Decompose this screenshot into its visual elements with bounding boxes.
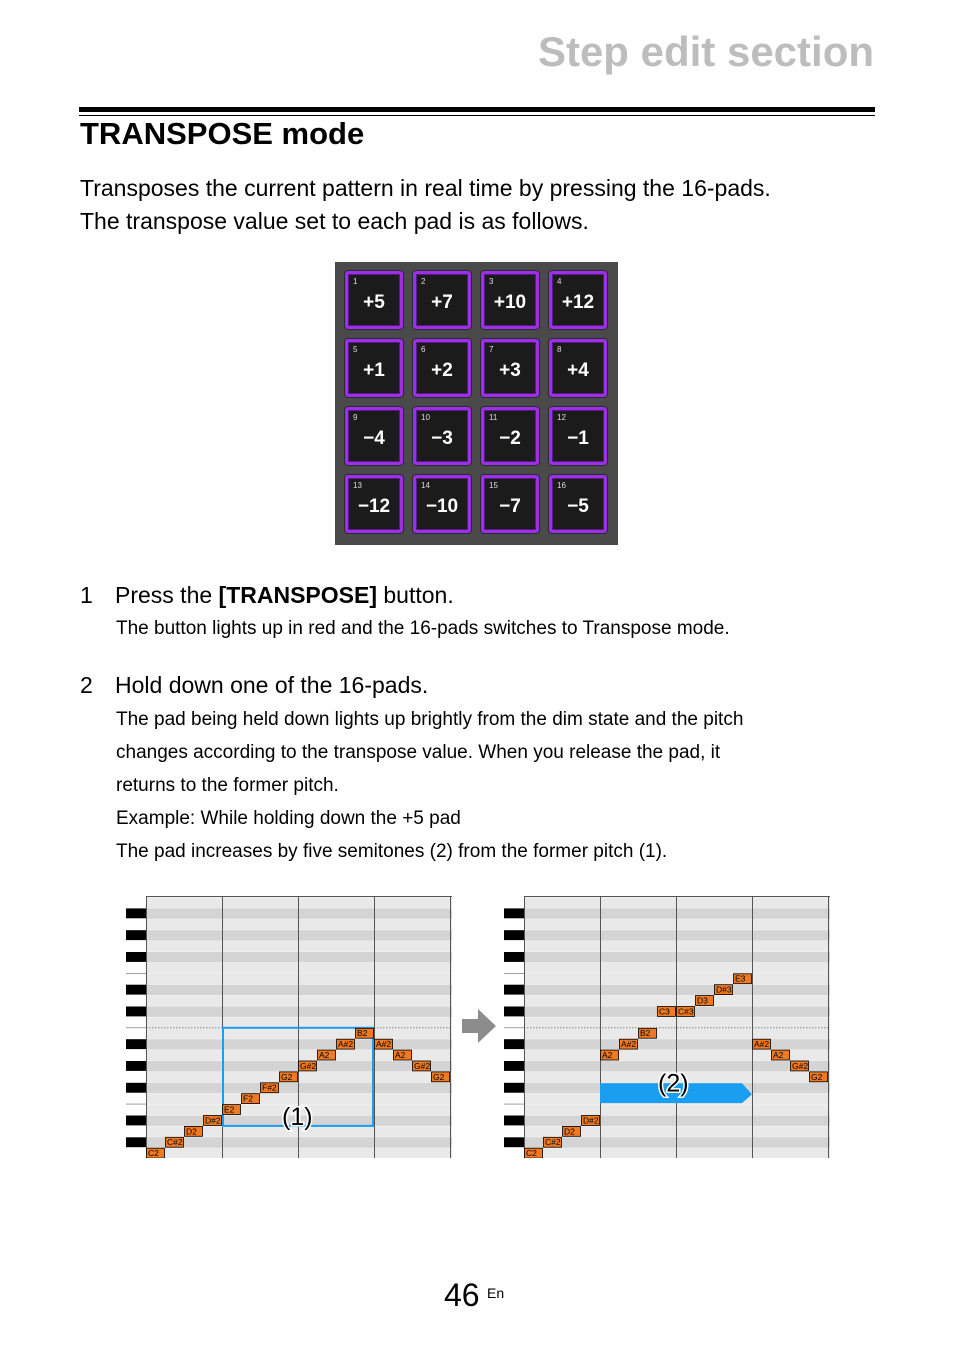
intro-line: Transposes the current pattern in real time by pressing the 16-pads.	[80, 175, 771, 201]
black-key	[126, 985, 146, 995]
step-line: Example: While holding down the +5 pad	[116, 808, 461, 829]
transpose-pad[interactable]	[345, 339, 403, 397]
note-label: G2	[811, 1071, 823, 1082]
pad-transpose-value: +3	[499, 360, 521, 381]
transpose-pad[interactable]	[413, 407, 471, 465]
note-label: C#2	[167, 1137, 183, 1148]
pad-transpose-value: −3	[431, 428, 453, 449]
transpose-pad[interactable]	[481, 339, 539, 397]
note-label: E2	[224, 1104, 235, 1115]
step-heading-suffix: button.	[377, 582, 454, 608]
transpose-pad[interactable]	[413, 475, 471, 533]
note-label: G2	[281, 1071, 293, 1082]
pad-number: 14	[421, 481, 430, 490]
callout-label: (1)	[282, 1102, 313, 1131]
pad-number: 9	[353, 413, 358, 422]
note-label: A2	[395, 1050, 406, 1060]
black-key	[126, 1039, 146, 1049]
pad-number: 3	[489, 277, 494, 286]
transpose-button-label: [TRANSPOSE]	[218, 582, 377, 608]
transpose-pad[interactable]	[345, 475, 403, 533]
black-key	[504, 1039, 524, 1049]
note-label: C#2	[545, 1137, 561, 1148]
black-key	[126, 930, 146, 940]
note-label: E3	[735, 973, 746, 984]
black-key	[126, 952, 146, 962]
note-label: F#2	[262, 1082, 277, 1093]
note-label: D#2	[205, 1115, 221, 1126]
page-number: 46	[444, 1277, 480, 1313]
mode-title: TRANSPOSE mode	[80, 116, 365, 151]
note-label: G#2	[300, 1060, 317, 1071]
transition-arrow-icon	[460, 1007, 498, 1050]
pad-transpose-value: +2	[431, 360, 453, 381]
black-key	[504, 952, 524, 962]
transpose-pad[interactable]	[345, 271, 403, 329]
transpose-pad[interactable]	[549, 271, 607, 329]
pad-transpose-value: −7	[499, 496, 521, 517]
note-label: A#2	[338, 1039, 354, 1050]
pad-transpose-value: +7	[431, 292, 453, 313]
step-heading-prefix: Press the	[115, 582, 219, 608]
black-key	[504, 1061, 524, 1071]
note-label: F2	[243, 1093, 253, 1104]
black-key	[126, 1083, 146, 1093]
section-title: Step edit section	[537, 28, 874, 75]
step-1-text	[116, 612, 730, 645]
pad-number: 12	[557, 413, 566, 422]
piano-roll-before	[126, 896, 452, 1158]
intro-paragraph	[80, 172, 771, 238]
note-label: G2	[433, 1071, 445, 1082]
pad-transpose-value: −5	[567, 496, 589, 517]
pad-transpose-value: −1	[567, 428, 589, 449]
pad-transpose-value: −2	[499, 428, 521, 449]
step-heading-text: Hold down one of the 16-pads.	[115, 672, 429, 698]
pad-number: 15	[489, 481, 498, 490]
note-label: D2	[564, 1126, 575, 1137]
note-label: C2	[148, 1148, 159, 1158]
black-key	[126, 908, 146, 918]
step-1-heading	[80, 582, 454, 609]
pad-transpose-value: +5	[363, 292, 385, 313]
intro-line: The transpose value set to each pad is as follows.	[80, 208, 589, 234]
piano-roll-after	[504, 896, 830, 1158]
step-number: 2	[80, 672, 93, 698]
note-label: D#3	[716, 984, 732, 995]
note-label: B2	[640, 1028, 651, 1039]
pad-number: 11	[489, 413, 498, 422]
note-label: C#3	[678, 1006, 694, 1017]
transpose-pad[interactable]	[549, 407, 607, 465]
note-label: A#2	[621, 1039, 637, 1050]
black-key	[504, 1137, 524, 1147]
pad-transpose-value: +10	[493, 292, 527, 313]
pad-grid	[335, 262, 618, 545]
transpose-pad[interactable]	[481, 271, 539, 329]
transpose-pad[interactable]	[481, 475, 539, 533]
transpose-pad[interactable]	[413, 339, 471, 397]
step-number: 1	[80, 582, 93, 608]
transpose-pad[interactable]	[481, 407, 539, 465]
black-key	[126, 1007, 146, 1017]
black-key	[504, 1116, 524, 1126]
black-key	[504, 930, 524, 940]
pad-number: 10	[421, 413, 430, 422]
note-label: G#2	[792, 1060, 809, 1071]
title-rule-thick	[79, 107, 875, 112]
pad-number: 5	[353, 345, 358, 354]
note-label: C2	[526, 1148, 537, 1158]
pad-number: 6	[421, 345, 426, 354]
black-key	[504, 985, 524, 995]
step-2-heading	[80, 672, 428, 699]
pad-number: 13	[353, 481, 362, 490]
pad-transpose-value: −4	[363, 428, 385, 449]
pad-transpose-value: +4	[567, 360, 589, 381]
pad-number: 7	[489, 345, 494, 354]
black-key	[504, 1007, 524, 1017]
page-language: En	[487, 1285, 505, 1301]
transpose-pad[interactable]	[413, 271, 471, 329]
black-key	[504, 1083, 524, 1093]
note-label: A2	[773, 1050, 784, 1060]
step-line: returns to the former pitch.	[116, 775, 339, 796]
step-line: The pad being held down lights up brightly from the dim state and the pitch	[116, 709, 744, 730]
black-key	[126, 1116, 146, 1126]
black-key	[504, 908, 524, 918]
transpose-pad[interactable]	[345, 407, 403, 465]
pad-number: 1	[353, 277, 358, 286]
step-line: The pad increases by five semitones (2) from the former pitch (1).	[116, 841, 668, 862]
pad-transpose-value: −10	[425, 496, 459, 517]
callout-label: (2)	[658, 1069, 689, 1098]
note-label: G#2	[414, 1060, 431, 1071]
note-label: A#2	[376, 1039, 392, 1050]
pad-number: 4	[557, 277, 562, 286]
pad-transpose-value: +1	[363, 360, 385, 381]
pad-transpose-value: +12	[561, 292, 595, 313]
black-key	[126, 1137, 146, 1147]
step-line: changes according to the transpose value. When you release the pad, it	[116, 742, 721, 763]
step-line: The button lights up in red and the 16-pads switches to Transpose mode.	[116, 618, 730, 639]
note-label: A2	[319, 1050, 330, 1060]
transpose-pad[interactable]	[549, 339, 607, 397]
note-label: B2	[357, 1028, 368, 1039]
pad-number: 16	[557, 481, 566, 490]
transpose-pad[interactable]	[549, 475, 607, 533]
note-label: C3	[659, 1006, 670, 1017]
black-key	[126, 1061, 146, 1071]
note-label: D#2	[583, 1115, 599, 1126]
note-label: D3	[697, 995, 708, 1006]
note-label: D2	[186, 1126, 197, 1137]
pad-transpose-value: −12	[357, 496, 391, 517]
step-2-text	[116, 703, 743, 868]
note-label: A2	[602, 1050, 613, 1060]
note-label: A#2	[754, 1039, 770, 1050]
pad-number: 2	[421, 277, 426, 286]
pad-number: 8	[557, 345, 562, 354]
